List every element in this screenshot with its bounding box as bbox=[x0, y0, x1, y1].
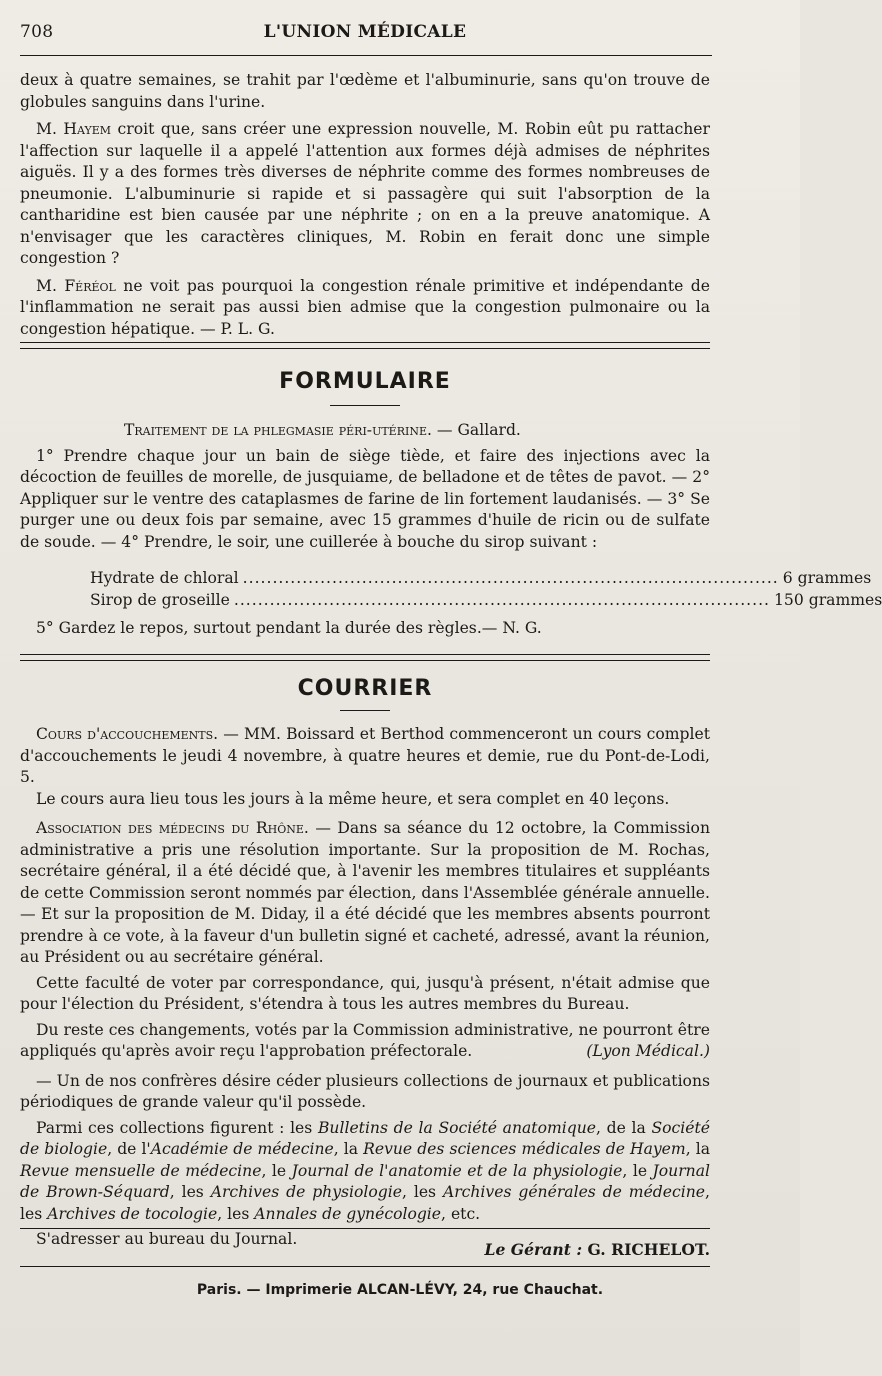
fereol-paragraph bbox=[20, 276, 710, 341]
collections-paragraph bbox=[20, 1118, 710, 1226]
page-header bbox=[18, 22, 712, 42]
item-text: — MM. Boissard et Berthod commenceront un cours complet d'accouchements le jeudi 4 novembre, à quatre heures et demie, rue du Pont-de-Lodi, 5. bbox=[20, 725, 711, 786]
intro-paragraph: deux à quatre semaines, se trahit par l'œdème et l'albuminurie, sans qu'on trouve de globules sanguins dans l'urine. bbox=[20, 71, 710, 111]
hayem-paragraph bbox=[20, 119, 710, 270]
journal-name: Journal de Brown-Séquard bbox=[20, 1161, 711, 1201]
journal-name: Annales de gynécologie bbox=[254, 1204, 442, 1223]
formula-subtitle: Traitement de la phlegmasie péri-utérine. bbox=[124, 421, 432, 439]
recipe-ingredient: Sirop de groseille bbox=[90, 590, 230, 609]
gerant-label: Le Gérant : bbox=[484, 1240, 583, 1259]
journal-name: Société de biologie bbox=[20, 1118, 710, 1158]
courrier-item bbox=[20, 818, 710, 969]
text-run: Parmi ces collections figurent : les bbox=[36, 1118, 318, 1137]
journal-name: Archives de physiologie bbox=[210, 1183, 402, 1201]
footer-rule bbox=[20, 1266, 710, 1267]
recipe-item bbox=[90, 590, 882, 612]
journal-name: Académie de médecine bbox=[150, 1140, 334, 1158]
courrier-item bbox=[20, 724, 710, 789]
text-run: , le bbox=[261, 1161, 292, 1180]
leader-dots: .......................................................................................... bbox=[233, 590, 770, 609]
hayem-name: M. Hayem bbox=[36, 120, 112, 138]
journal-name: Archives générales de médecine bbox=[442, 1183, 706, 1201]
title-underline bbox=[330, 405, 400, 406]
formula-closing: 5° Gardez le repos, surtout pendant la durée des règles.— N. G. bbox=[36, 619, 542, 637]
courrier-item: — Un de nos confrères désire céder plusieurs collections de journaux et publications périodiques de grande valeur qu'il possède. bbox=[20, 1071, 710, 1111]
formula-closing-block bbox=[20, 618, 710, 640]
hayem-text: croit que, sans créer une expression nouvelle, M. Robin eût pu rattacher l'affection sur laquelle il a appelé l'attention aux formes déjà admises de néphrites aiguës. Il y a des formes très diverses de néphrite comme des formes nombreuses de pneumonie. L'albuminurie si rapide et si passagère qui suit l'absorption de la cantharidine est bien causée par une néphrite ; on en a la preuve anatomique. A n'envisager que les caractères cliniques, M. Robin en ferait donc une simple congestion ? bbox=[20, 120, 710, 267]
journal-name: Revue mensuelle de médecine bbox=[20, 1161, 262, 1180]
courrier-item-continuation bbox=[20, 1020, 710, 1063]
text-run: , etc. bbox=[441, 1204, 481, 1223]
printer-imprint: Paris. — Imprimerie ALCAN-LÉVY, 24, rue Chauchat. bbox=[196, 1282, 604, 1298]
journal-name: Archives de tocologie bbox=[47, 1204, 218, 1223]
section-separator bbox=[20, 654, 710, 661]
journal-name: Revue des sciences médicales de Hayem bbox=[363, 1140, 686, 1158]
text-run: , de l' bbox=[107, 1140, 151, 1158]
item-label: Association des médecins du Rhône. bbox=[36, 819, 309, 837]
section-separator bbox=[20, 342, 710, 349]
courrier-section bbox=[20, 724, 710, 1251]
discussion-section bbox=[20, 70, 710, 340]
recipe-ingredient: Hydrate de chloral bbox=[90, 569, 239, 587]
text-run: , la bbox=[333, 1140, 364, 1158]
text-run: , les bbox=[169, 1183, 211, 1201]
formulaire-title: FORMULAIRE bbox=[279, 369, 451, 394]
formula-body: 1° Prendre chaque jour un bain de siège tiède, et faire des injections avec la décoction de feuilles de morelle, de jusquiame, de belladone et de têtes de pavot. — 2° Appliquer sur le ventre des cataplasmes de farine de lin fortement laudanisés. — 3° Se purger une ou deux fois par semaine, avec 15 grammes d'huile de ricin ou de sulfate de soude. — 4° Prendre, le soir, une cuillerée à bouche du sirop suivant : bbox=[20, 446, 710, 551]
fereol-text: ne voit pas pourquoi la congestion rénale primitive et indépendante de l'inflammation ne serait pas aussi bien admise que la congestion pulmonaire ou la congestion hépatique. — P. L. G. bbox=[20, 276, 710, 338]
courrier-item-continuation: Cette faculté de voter par correspondance, qui, jusqu'à présent, n'était admise que pour l'élection du Président, s'étendra à tous les autres membres du Bureau. bbox=[20, 973, 710, 1013]
text-run: , les bbox=[401, 1183, 443, 1201]
recipe-list bbox=[90, 568, 882, 611]
recipe-quantity: 150 grammes bbox=[774, 590, 882, 609]
courrier-title: COURRIER bbox=[297, 676, 433, 701]
item-text: Du reste ces changements, votés par la Commission administrative, ne pourront être appliqués qu'après avoir reçu l'approbation préfectorale. bbox=[20, 1020, 710, 1060]
recipe-quantity: 6 grammes bbox=[782, 569, 872, 587]
journal-title: L'UNION MÉDICALE bbox=[263, 22, 467, 42]
text-run: , les bbox=[217, 1204, 255, 1223]
courrier-item-continuation: Le cours aura lieu tous les jours à la même heure, et sera complet en 40 leçons. bbox=[36, 789, 670, 808]
text-run: , la bbox=[685, 1140, 710, 1158]
header-rule bbox=[20, 55, 712, 56]
footer-rule bbox=[20, 1228, 710, 1229]
formula-heading bbox=[20, 420, 710, 442]
recipe-item bbox=[90, 568, 872, 590]
courrier-item: S'adresser au bureau du Journal. bbox=[36, 1230, 298, 1248]
text-run: , de la bbox=[596, 1118, 652, 1137]
leader-dots: .......................................................................................... bbox=[242, 569, 779, 587]
gerant-name: G. RICHELOT. bbox=[582, 1240, 710, 1259]
title-underline bbox=[340, 710, 390, 711]
formula-author: — Gallard. bbox=[431, 421, 521, 439]
page-number: 708 bbox=[20, 22, 54, 42]
source-citation: (Lyon Médical.) bbox=[586, 1042, 710, 1060]
item-text: — Dans sa séance du 12 octobre, la Commission administrative a pris une résolution importante. Sur la proposition de M. Rochas, secrétaire général, il a été décidé que, à l'avenir les membres titulaires et suppléants de cette Commission seront nommés par élection, dans l'Assemblée générale annuelle. — Et sur la proposition de M. Diday, il a été décidé que les membres absents pourront prendre à ce vote, à la faveur d'un bulletin signé et cacheté, adressé, avant la réunion, au Président ou au secrétaire général. bbox=[20, 819, 710, 966]
fereol-name: M. Féréol bbox=[36, 276, 116, 295]
text-run: , le bbox=[622, 1161, 653, 1180]
item-label: Cours d'accouchements. bbox=[36, 725, 219, 743]
text-run: , les bbox=[20, 1183, 710, 1223]
gerant-signature bbox=[484, 1240, 710, 1259]
journal-name: Bulletins de la Société anatomique bbox=[317, 1118, 596, 1137]
formulaire-section bbox=[20, 420, 710, 553]
journal-name: Journal de l'anatomie et de la physiologie bbox=[291, 1161, 623, 1180]
